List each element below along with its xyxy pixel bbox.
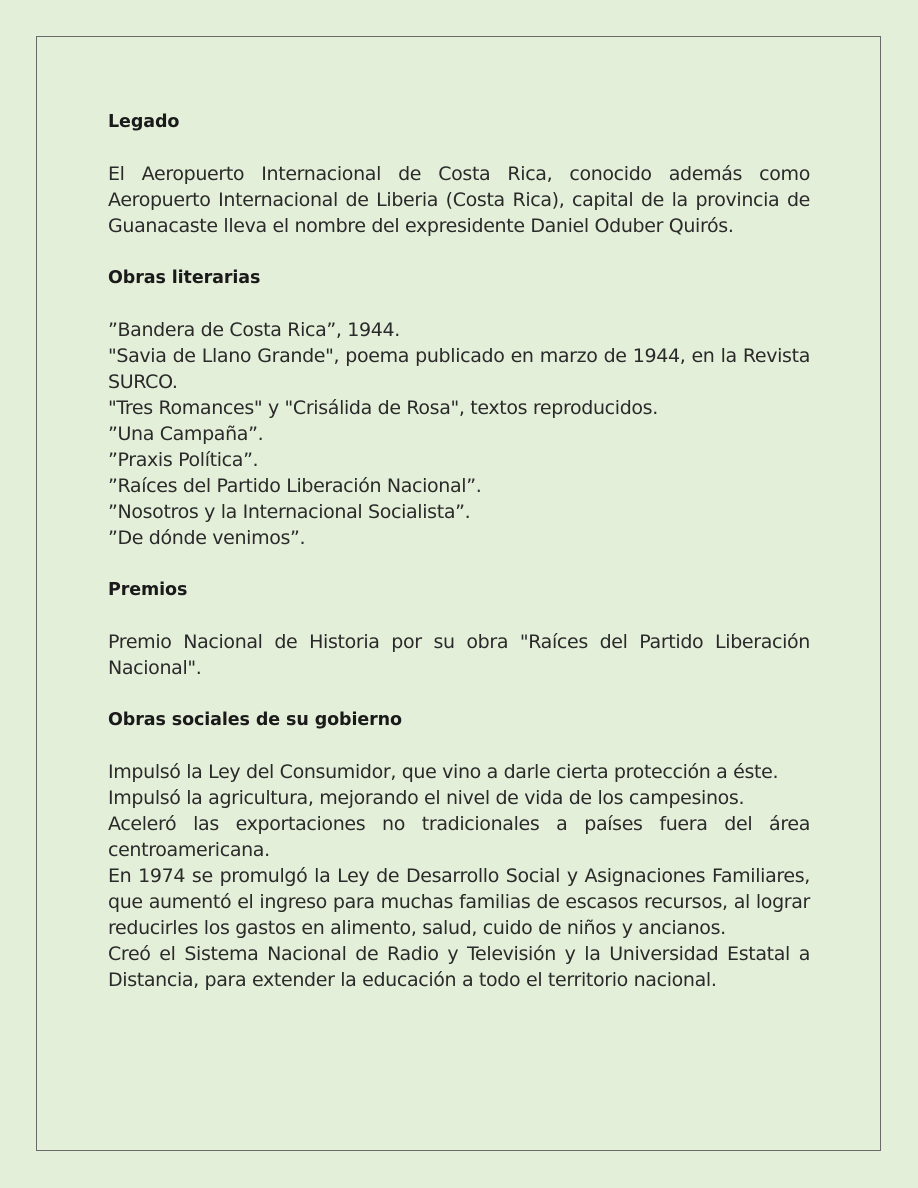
list-item: Aceleró las exportaciones no tradicionales a países fuera del área centroamericana. <box>108 813 810 861</box>
list-item: "Savia de Llano Grande", poema publicado en marzo de 1944, en la Revista SURCO. <box>108 345 810 393</box>
heading-legado: Legado <box>108 112 180 132</box>
list-item: ”Praxis Política”. <box>108 449 259 471</box>
list-item: Creó el Sistema Nacional de Radio y Televisión y la Universidad Estatal a Distancia, para extender la educación a todo el territorio nacional. <box>108 943 810 991</box>
paragraph-premios: Premio Nacional de Historia por su obra "Raíces del Partido Liberación Nacional". <box>108 631 810 679</box>
list-item: Impulsó la agricultura, mejorando el nivel de vida de los campesinos. <box>108 787 745 809</box>
document-body <box>108 109 810 993</box>
list-item: ”Una Campaña”. <box>108 423 264 445</box>
heading-obras-literarias: Obras literarias <box>108 268 261 288</box>
list-item: ”Raíces del Partido Liberación Nacional”. <box>108 475 482 497</box>
list-item: ”Nosotros y la Internacional Socialista”. <box>108 501 471 523</box>
list-item: "Tres Romances" y "Crisálida de Rosa", textos reproducidos. <box>108 397 658 419</box>
list-item: ”Bandera de Costa Rica”, 1944. <box>108 319 400 341</box>
list-item: En 1974 se promulgó la Ley de Desarrollo Social y Asignaciones Familiares, que aumentó el ingreso para muchas familias de escasos recursos, al lograr reducirles los gastos en alimento, salud, cuido de niños y ancianos. <box>108 865 810 939</box>
list-item: Impulsó la Ley del Consumidor, que vino a darle cierta protección a éste. <box>108 761 779 783</box>
heading-obras-sociales: Obras sociales de su gobierno <box>108 710 402 730</box>
paragraph-legado: El Aeropuerto Internacional de Costa Rica, conocido además como Aeropuerto Internacional de Liberia (Costa Rica), capital de la provincia de Guanacaste lleva el nombre del expresidente Daniel Oduber Quirós. <box>108 163 810 237</box>
heading-premios: Premios <box>108 580 188 600</box>
list-item: ”De dónde venimos”. <box>108 527 306 549</box>
